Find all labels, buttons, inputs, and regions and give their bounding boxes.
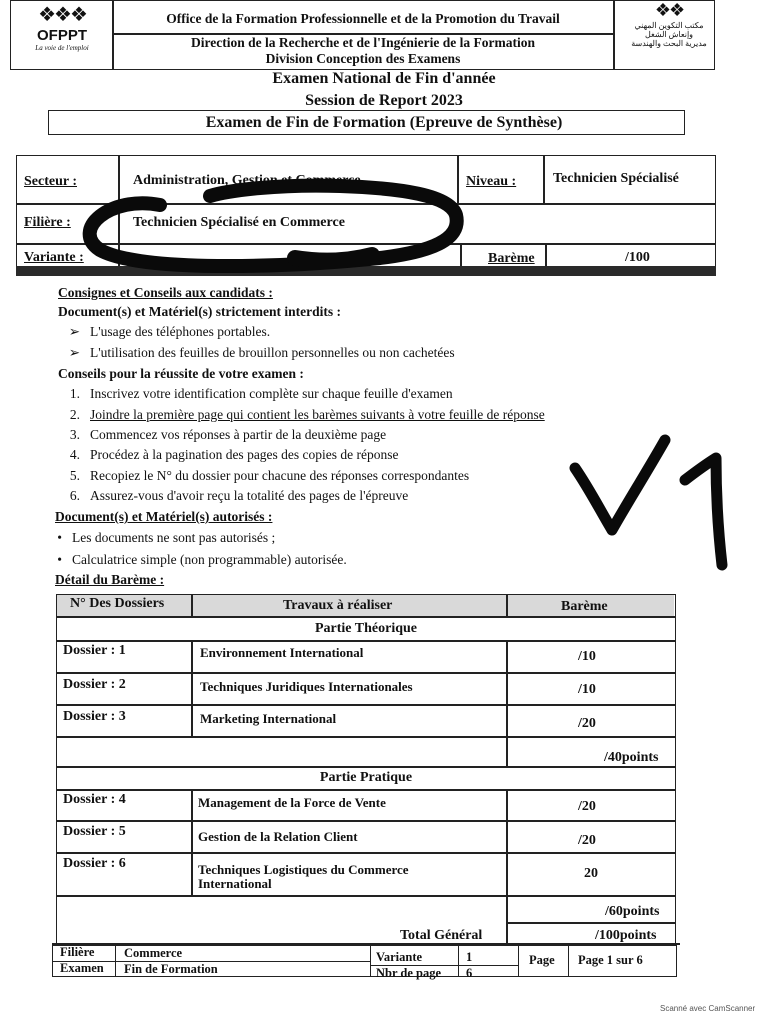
info-col-line-4	[460, 243, 462, 268]
autorises-heading: Document(s) et Matériel(s) autorisés :	[55, 509, 273, 524]
info-col-line-2	[457, 155, 459, 203]
table-row-dossier: Dossier : 3	[63, 709, 126, 724]
footer-nbr-value: 6	[466, 966, 473, 980]
table-row-note: /10	[578, 682, 596, 697]
bt-hline	[56, 704, 676, 706]
table-row-note: /20	[578, 833, 596, 848]
conseil-item: 6. Assurez-vous d'avoir reçu la totalité des pages de l'épreuve	[69, 488, 409, 503]
footer-page-value: Page 1 sur 6	[578, 953, 643, 967]
footer-variante-value: 1	[466, 950, 473, 964]
arrow-bullet-icon: ➢	[68, 324, 80, 339]
bt-vline	[506, 640, 508, 766]
bareme-col-travaux: Travaux à réaliser	[283, 598, 393, 613]
ofppt-logo-arabic	[624, 0, 714, 62]
conseil-item: 1. Inscrivez votre identification complète sur chaque feuille d'examen	[69, 386, 453, 401]
autorise-text: Les documents ne sont pas autorisés ;	[72, 530, 276, 545]
filiere-value: Technicien Spécialisé en Commerce	[133, 215, 345, 230]
info-row-line-2	[16, 243, 716, 245]
conseil-text: Joindre la première page qui contient les barèmes suivants à votre feuille de réponse	[90, 407, 545, 422]
table-row-dossier: Dossier : 2	[63, 677, 126, 692]
table-row-note: /10	[578, 649, 596, 664]
bt-vline	[506, 789, 508, 946]
consignes-heading: Consignes et Conseils aux candidats :	[58, 285, 273, 300]
secteur-label: Secteur :	[24, 174, 77, 189]
conseil-text: Assurez-vous d'avoir reçu la totalité des pages de l'épreuve	[90, 488, 409, 503]
division-line: Division Conception des Examens	[265, 51, 461, 66]
interdit-text: L'utilisation des feuilles de brouillon personnelles ou non cachetées	[90, 345, 455, 360]
interdits-heading: Document(s) et Matériel(s) strictement interdits :	[58, 304, 342, 319]
table-row-note: /20	[578, 716, 596, 731]
conseil-item: 4. Procédez à la pagination des pages des copies de réponse	[69, 447, 399, 462]
table-row-dossier: Dossier : 6	[63, 856, 126, 871]
bt-hline	[506, 922, 676, 924]
footer-filiere-label: Filière	[60, 945, 95, 959]
bt-vline	[191, 640, 193, 736]
table-row-travail: Techniques Juridiques Internationales	[200, 679, 413, 694]
autorise-text: Calculatrice simple (non programmable) autorisée.	[72, 552, 347, 567]
theorique-total: /40points	[604, 750, 659, 765]
session-title: Session de Report 2023	[305, 92, 463, 109]
total-general-label: Total Général	[400, 928, 483, 943]
conseil-text: Inscrivez votre identification complète sur chaque feuille d'examen	[90, 386, 453, 401]
handwritten-1-mark	[685, 458, 722, 565]
direction-line: Direction de la Recherche et de l'Ingénierie de la Formation	[190, 35, 536, 50]
table-row-travail: Gestion de la Relation Client	[198, 829, 358, 844]
exam-title: Examen National de Fin d'année	[272, 70, 496, 87]
info-col-line-5	[545, 243, 547, 268]
interdit-item	[58, 345, 455, 361]
bareme-col-bareme: Barème	[561, 599, 608, 614]
exam-subtitle: Examen de Fin de Formation (Epreuve de Synthèse)	[205, 114, 563, 131]
table-row-travail: Environnement International	[200, 645, 364, 660]
table-row-travail: Management de la Force de Vente	[198, 795, 386, 810]
table-row-dossier: Dossier : 1	[63, 643, 126, 658]
bt-hline	[56, 820, 676, 822]
bt-hline	[56, 640, 676, 642]
footer-examen-value: Fin de Formation	[124, 962, 218, 976]
interdit-text: L'usage des téléphones portables.	[90, 324, 271, 339]
ofppt-logo-mark-icon: ❖❖❖	[38, 4, 86, 26]
arabic-line-2: وإنعاش الشغل	[644, 30, 694, 39]
ofppt-logo-tagline: La voie de l'emploi	[35, 44, 89, 52]
secteur-value: Administration, Gestion et Commerce	[133, 173, 361, 188]
bt-vline	[191, 594, 193, 616]
info-col-line-1	[118, 155, 120, 268]
info-row-line-1	[16, 203, 716, 205]
footer-variante-label: Variante	[376, 950, 423, 964]
interdit-item	[58, 324, 270, 340]
conseil-text: Recopiez le N° du dossier pour chacune des réponses correspondantes	[90, 468, 470, 483]
office-line: Office de la Formation Professionnelle et de la Promotion du Travail	[166, 11, 560, 26]
conseil-text: Procédez à la pagination des pages des copies de réponse	[90, 447, 399, 462]
arabic-line-1: مكتب التكوين المهني	[634, 21, 704, 30]
autorise-item: • Les documents ne sont pas autorisés ;	[57, 530, 276, 545]
ft-vline	[458, 945, 459, 977]
bareme-value: /100	[625, 250, 650, 265]
partie-pratique-title: Partie Pratique	[319, 770, 413, 785]
footer-nbr-label: Nbr de page	[376, 966, 442, 980]
conseil-text: Commencez vos réponses à partir de la deuxième page	[90, 427, 387, 442]
ofppt-logo-mark-icon-right: ❖❖	[654, 0, 684, 20]
arabic-line-3: مديرية البحث والهندسة	[631, 39, 707, 48]
autorise-item: • Calculatrice simple (non programmable) autorisée.	[57, 552, 347, 567]
bt-hline	[56, 895, 676, 897]
pratique-total: /60points	[605, 904, 660, 919]
detail-bareme-heading: Détail du Barème :	[55, 572, 165, 587]
ft-vline	[115, 945, 116, 977]
arrow-bullet-icon: ➢	[68, 345, 80, 360]
scanner-note: Scanné avec CamScanner	[660, 1004, 756, 1013]
footer-page-label: Page	[529, 953, 555, 967]
table-row-note: /20	[578, 799, 596, 814]
table-row-travail: Marketing International	[200, 711, 337, 726]
conseil-item: 3. Commencez vos réponses à partir de la deuxième page	[69, 427, 387, 442]
table-row-note: 20	[584, 866, 598, 881]
bt-vline	[191, 789, 193, 895]
info-bottom-band	[16, 266, 716, 276]
bt-hline	[56, 616, 676, 618]
variante-label: Variante :	[24, 250, 84, 265]
ft-vline	[518, 945, 519, 977]
conseils-heading: Conseils pour la réussite de votre examen :	[58, 366, 304, 381]
footer-examen-label: Examen	[60, 961, 104, 975]
ofppt-logo	[14, 0, 110, 70]
bareme-label: Barème	[488, 251, 535, 266]
bt-vline	[506, 594, 508, 616]
conseil-item: 5. Recopiez le N° du dossier pour chacune des réponses correspondantes	[69, 468, 470, 483]
bt-hline	[56, 789, 676, 791]
partie-theorique-title: Partie Théorique	[314, 621, 417, 636]
bt-hline	[56, 672, 676, 674]
table-row-travail-cont: International	[198, 876, 272, 891]
bt-hline	[56, 736, 676, 738]
handwritten-v-mark	[575, 440, 665, 530]
table-row-dossier: Dossier : 4	[63, 792, 126, 807]
ofppt-logo-name: OFPPT	[36, 27, 87, 44]
ft-vline	[568, 945, 569, 977]
info-col-line-3	[543, 155, 545, 203]
table-row-dossier: Dossier : 5	[63, 824, 126, 839]
bareme-col-dossiers: N° Des Dossiers	[70, 596, 165, 611]
total-general-value: /100points	[595, 928, 657, 943]
bt-hline	[56, 766, 676, 768]
filiere-label: Filière :	[24, 215, 71, 230]
conseil-item: 2. Joindre la première page qui contient les barèmes suivants à votre feuille de réponse	[69, 407, 545, 422]
niveau-value: Technicien Spécialisé	[553, 171, 679, 186]
footer-filiere-value: Commerce	[124, 946, 183, 960]
table-row-travail: Techniques Logistiques du Commerce	[198, 862, 409, 877]
ft-vline	[370, 945, 371, 977]
bt-hline	[56, 852, 676, 854]
niveau-label: Niveau :	[466, 174, 517, 189]
